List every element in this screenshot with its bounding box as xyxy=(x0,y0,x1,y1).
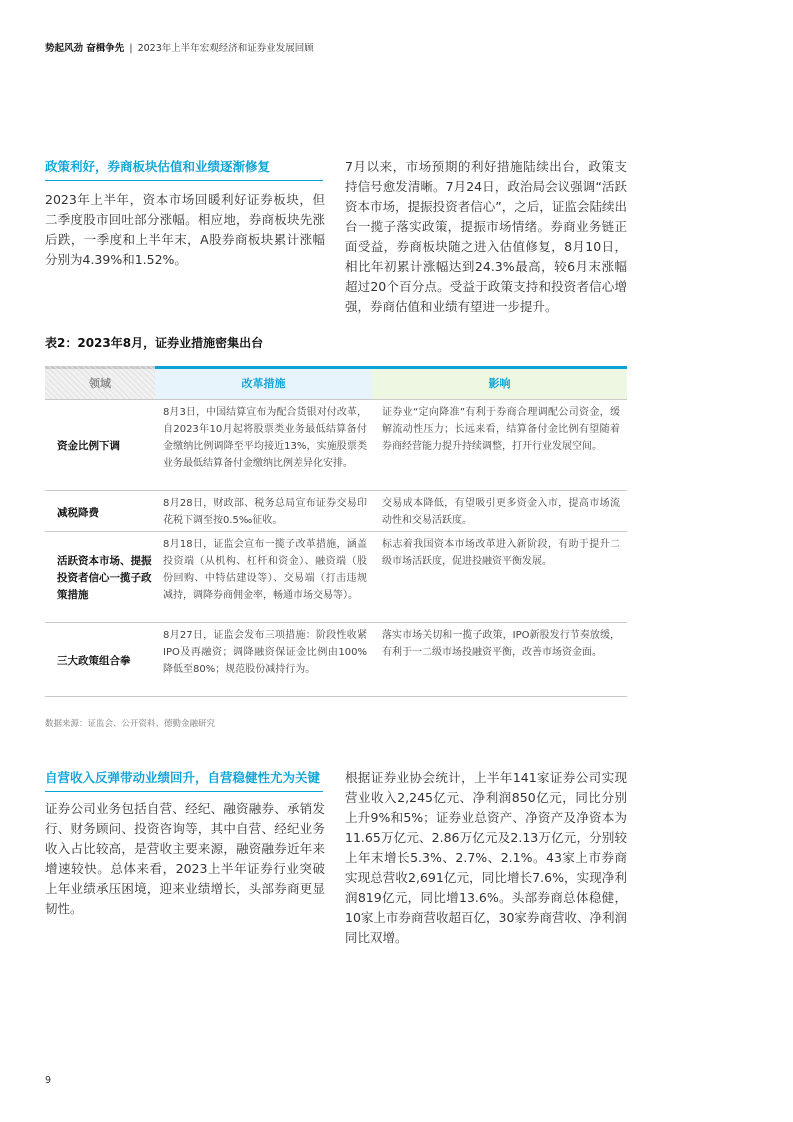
header-separator: | xyxy=(129,43,133,54)
header-brand: 势起风劲 奋楫争先 xyxy=(45,43,125,54)
page-number: 9 xyxy=(45,1075,52,1086)
table-source: 数据来源：证监会、公开资料、德勤金融研究 xyxy=(45,719,216,729)
table-bottom-rule xyxy=(45,696,627,697)
table-row-impact: 标志着我国资本市场改革进入新阶段，有助于提升二级市场活跃度，促进投融资平衡发展。 xyxy=(382,539,620,567)
section1-right-paragraph: 7月以来，市场预期的利好措施陆续出台，政策支持信号愈发清晰。7月24日，政治局会议强调“活跃资本市场，提振投资者信心”，之后，证监会陆续出台一揽子落实政策，提振市场情绪。券商业务链正面受益，券商板块随之进入估值修复，8月10日，相比年初累计涨幅达到24.3%最高，较6月末涨幅超过20个百分点。受益于政策支持和投资者信心增强，券商估值和业绩有望进一步提升。 xyxy=(345,159,627,314)
section2-left-paragraph: 证券公司业务包括自营、经纪、融资融券、承销发行、财务顾问、投资咨询等，其中自营、经纪业务收入占比较高，是营收主要来源，融资融券近年来增速较快。总体来看，2023上半年证券行业突破上年业绩承压困境，迎来业绩增长，头部券商更显韧性。 xyxy=(45,801,325,916)
table-row-measure: 8月27日，证监会发布三项措施：阶段性收紧IPO及再融资；调降融资保证金比例由100%降低至80%；规范股份减持行为。 xyxy=(163,630,367,675)
table-row-impact: 证券业“定向降准”有利于券商合理调配公司资金，缓解流动性压力；长远来看，结算备付金比例有望随着券商经营能力提升持续调整，打开行业发展空间。 xyxy=(382,407,620,452)
table-header-measure-label: 改革措施 xyxy=(241,377,286,390)
table-row-field: 资金比例下调 xyxy=(57,440,120,452)
table-header-field-label: 领域 xyxy=(89,377,111,390)
table-row-divider xyxy=(45,531,627,532)
header-subtitle: 2023年上半年宏观经济和证券业发展回顾 xyxy=(137,43,314,54)
section1-heading: 政策利好，券商板块估值和业绩逐渐修复 xyxy=(45,159,271,174)
section2-heading: 自营收入反弹带动业绩回升，自营稳健性尤为关键 xyxy=(45,770,321,785)
section1-heading-rule xyxy=(45,180,323,181)
table-row-measure: 8月18日，证监会宣布一揽子改革措施，涵盖投资端（从机构、杠杆和资金）、融资端（股份回购、中特估建设等）、交易端（打击违规减持，调降券商佣金率，畅通市场交易等）。 xyxy=(163,539,367,601)
table-row-impact: 落实市场关切和一揽子政策，IPO新股发行节奏放缓，有利于一二级市场投融资平衡，改善市场资金面。 xyxy=(382,630,620,658)
running-header xyxy=(45,40,314,54)
section2-heading-rule xyxy=(45,791,323,792)
table-header-measure xyxy=(155,369,372,399)
table-header-field xyxy=(45,369,155,399)
table-header-impact xyxy=(372,369,627,399)
table-row-measure: 8月28日，财政部、税务总局宣布证券交易印花税下调至按0.5‰征收。 xyxy=(163,498,367,526)
table-row-divider xyxy=(45,622,627,623)
table-row-divider xyxy=(45,490,627,491)
table-title: 表2：2023年8月，证券业措施密集出台 xyxy=(45,336,264,350)
section1-left-paragraph: 2023年上半年，资本市场回暖利好证券板块，但二季度股市回吐部分涨幅。相应地，券商板块先涨后跌，一季度和上半年末，A股券商板块累计涨幅分别为4.39%和1.52%。 xyxy=(45,192,325,267)
table-row-field: 活跃资本市场、提振投资者信心一揽子政策措施 xyxy=(57,555,152,601)
section2-right-paragraph: 根据证券业协会统计，上半年141家证券公司实现营业收入2,245亿元、净利润850亿元，同比分别上升9%和5%；证券业总资产、净资产及净资本为11.65万亿元、2.86万亿元及2.13万亿元，分别较上年末增长5.3%、2.7%、2.1%。43家上市券商实现总营收2,691亿元，同比增长7.6%，实现净利润819亿元，同比增13.6%。头部券商总体稳健，10家上市券商营收超百亿，30家券商营收、净利润同比双增。 xyxy=(345,770,627,945)
table-row-measure: 8月3日，中国结算宣布为配合货银对付改革，自2023年10月起将股票类业务最低结算备付金缴纳比例调降至平均接近13%，实施股票类业务最低结算备付金缴纳比例差异化安排。 xyxy=(163,407,367,469)
table-row-field: 三大政策组合拳 xyxy=(57,655,131,667)
table-row-impact: 交易成本降低，有望吸引更多资金入市，提高市场流动性和交易活跃度。 xyxy=(382,498,620,526)
table-header-impact-label: 影响 xyxy=(488,377,511,390)
table-row-field: 减税降费 xyxy=(57,507,99,519)
table-row-divider xyxy=(45,399,627,400)
